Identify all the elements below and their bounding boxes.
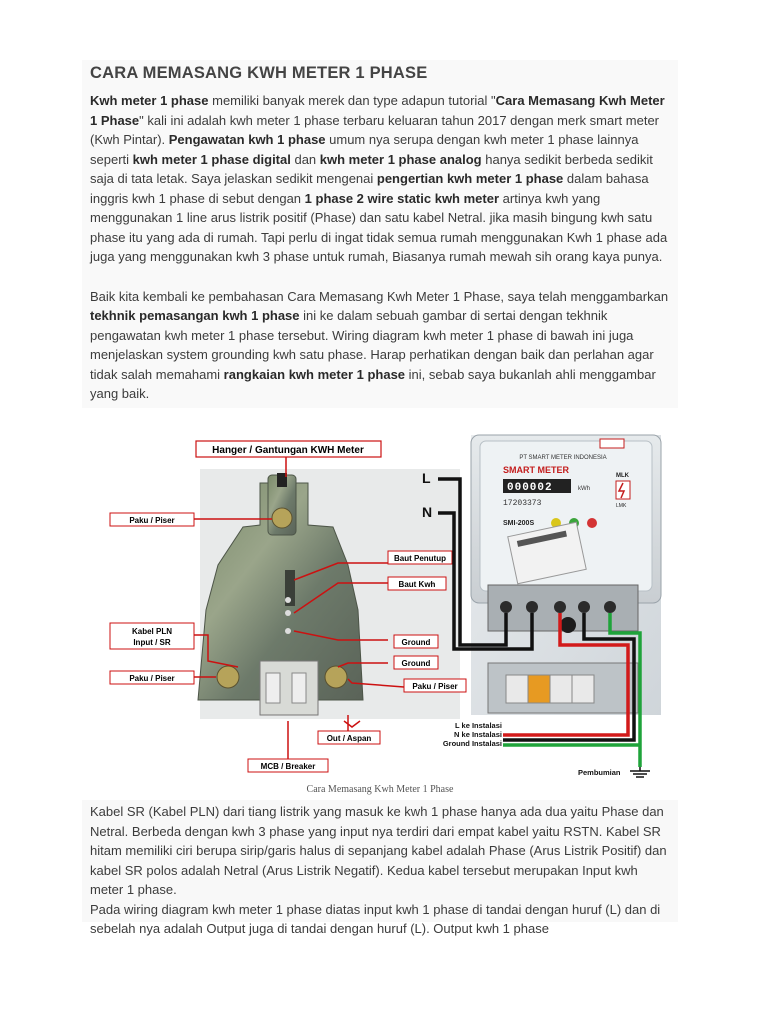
meter-unit-text: kWh — [578, 486, 590, 492]
text-run: hanya sedikit berbeda sedikit saja di tata letak. Saya jelaskan sedikit mengenai — [90, 151, 653, 186]
paragraph-gap — [82, 267, 678, 287]
mcb-module-icon-2 — [550, 675, 572, 703]
text-run: " kali ini adalah kwh meter 1 phase terbaru keluaran tahun 2017 dengan merk smart meter (Kwh Pintar). — [90, 112, 660, 147]
bold-phrase: 1 phase 2 wire static kwh meter — [304, 190, 500, 206]
label-n-ke-instalasi: N ke Instalasi — [454, 730, 502, 739]
bold-phrase: kwh meter 1 phase analog — [319, 151, 482, 167]
label-l-ke-instalasi: L ke Instalasi — [455, 721, 502, 730]
label-input-sr-text: Input / SR — [133, 638, 171, 647]
label-ground-instalasi: Ground Instalasi — [442, 739, 502, 748]
red-led-icon — [587, 518, 597, 528]
label-baut-penutup — [388, 551, 452, 564]
ground-symbol-icon — [630, 767, 650, 777]
label-paku-right — [404, 679, 466, 692]
label-baut-penutup-text: Baut Penutup — [394, 554, 446, 563]
text-run: dan — [290, 151, 320, 167]
article-block-2 — [82, 800, 678, 936]
paragraph-diagram-intro — [82, 287, 678, 408]
label-N: N — [422, 504, 433, 520]
bold-phrase: tekhnik pemasangan kwh 1 phase — [90, 308, 300, 323]
label-out-aspan-text: Out / Aspan — [326, 734, 372, 743]
meter-brand-logo: SMART METER — [503, 465, 569, 475]
label-hanger-title — [196, 441, 381, 457]
label-baut-kwh — [388, 577, 446, 590]
top-seal-icon — [600, 439, 624, 448]
bold-phrase: kwh meter 1 phase digital — [132, 151, 291, 167]
text-run: memiliki banyak merek dan type adapun tutorial " — [208, 93, 496, 108]
text-run: dalam bahasa inggris kwh 1 phase di sebut dengan — [90, 171, 649, 206]
mcb-switch-icon — [528, 675, 550, 703]
label-kabel-pln — [110, 623, 194, 649]
label-ground-1-text: Ground — [401, 638, 431, 647]
mcb-module-icon — [506, 675, 528, 703]
text-run: artinya kwh yang menggunakan 1 line arus listrik positif (Phase) dan satu kabel Netral. jika masih bingung kwh satu phase itu yang ada di rumah. Tapi perlu di ingat tidak semua rumah menggunakan Kwh 1 phase ada juga yang menggunakan kwh 3 phase untuk rumah, Biasanya rumah mewah sih orang kaya punya. — [90, 190, 668, 264]
bolt-icon-2 — [285, 610, 291, 616]
article-block-1 — [82, 60, 678, 408]
label-paku-right-text: Paku / Piser — [412, 682, 458, 691]
bold-phrase: Pengawatan kwh 1 phase — [168, 132, 326, 147]
text-run: ini ke dalam sebuah gambar di sertai dengan tekhnik pengawatan kwh meter 1 phase tersebut. Wiring diagram kwh meter 1 phase di bawah ini juga menjelaskan system grounding kwh satu phase. Harap perhatikan dengan baik dan perlahan agar tidak salah memahami — [90, 308, 654, 382]
paragraph-wiring: Pada wiring diagram kwh meter 1 phase diatas input kwh 1 phase di tandai dengan huruf (L) dan di sebelah nya adalah Output juga di tandai dengan huruf (L). Output kwh 1 phase — [90, 901, 661, 936]
mcb-port-icon — [266, 673, 280, 703]
label-paku-left-text: Paku / Piser — [129, 674, 175, 683]
label-paku-top-text: Paku / Piser — [129, 516, 175, 525]
left-nail-icon — [217, 666, 239, 688]
label-ground-2-text: Ground — [401, 659, 431, 668]
wiring-diagram-svg — [108, 435, 661, 780]
article-title: CARA MEMASANG KWH METER 1 PHASE — [90, 64, 428, 82]
top-nail-icon — [272, 508, 292, 528]
terminal-seal-icon — [560, 617, 576, 633]
label-baut-kwh-text: Baut Kwh — [398, 580, 436, 589]
label-ground-2 — [394, 656, 438, 669]
paragraph-intro — [82, 91, 678, 267]
mcb-port-icon-2 — [292, 673, 306, 703]
paragraph-kabel-sr: Kabel SR (Kabel PLN) dari tiang listrik yang masuk ke kwh 1 phase hanya ada dua yaitu Phase dan Netral. Berbeda dengan kwh 3 phase yang input nya terdiri dari empat kabel yaitu RSTN. Kabel SR hitam memiliki ciri berupa sirip/garis halus di sepanjang kabel adalah Phase (Arus Listrik Positif) dan kabel SR polos adalah Netral (Arus Listrik Negatif). Kedua kabel tersebut merupakan Input kwh meter 1 phase. — [90, 804, 667, 897]
meter-mlk-text: MLK — [616, 473, 629, 479]
meter-serial-text: 17203373 — [503, 499, 542, 508]
text-run: Baik kita kembali ke pembahasan Cara Memasang Kwh Meter 1 Phase, saya telah menggambarkan — [90, 288, 669, 304]
label-L: L — [422, 470, 431, 486]
label-hanger-title-text: Hanger / Gantungan KWH Meter — [212, 445, 364, 456]
bold-phrase: Kwh meter 1 phase — [90, 93, 209, 108]
bold-phrase: rangkaian kwh meter 1 phase — [223, 366, 406, 382]
label-out-aspan — [318, 731, 380, 744]
meter-lmk-text: LMK — [616, 503, 627, 509]
label-ground-1 — [394, 635, 438, 648]
bold-phrase: Cara Memasang Kwh Meter 1 Phase — [90, 93, 665, 128]
meter-reading-text: 000002 — [507, 482, 553, 494]
label-mcb — [248, 759, 328, 772]
label-pembumian: Pembumian — [578, 768, 621, 777]
mcb-module-icon-3 — [572, 675, 594, 703]
bolt-icon — [285, 597, 291, 603]
bolt-icon-3 — [285, 628, 291, 634]
right-nail-icon — [325, 666, 347, 688]
text-run: umum nya serupa dengan kwh meter 1 phase lainnya seperti — [90, 132, 639, 167]
label-paku-left — [110, 671, 194, 684]
meter-model-text: SMI-200S — [503, 520, 535, 527]
wiring-figure — [108, 435, 661, 780]
label-paku-top — [110, 513, 194, 526]
bold-phrase: pengertian kwh meter 1 phase — [376, 171, 564, 186]
text-run: ini, sebab saya bukanlah ahli menggambar yang baik. — [90, 366, 656, 401]
figure-caption: Cara Memasang Kwh Meter 1 Phase — [306, 784, 454, 795]
meter-company-text: PT SMART METER INDONESIA — [519, 455, 607, 461]
label-mcb-text: MCB / Breaker — [260, 762, 316, 771]
label-kabel-pln-text: Kabel PLN — [131, 627, 173, 636]
